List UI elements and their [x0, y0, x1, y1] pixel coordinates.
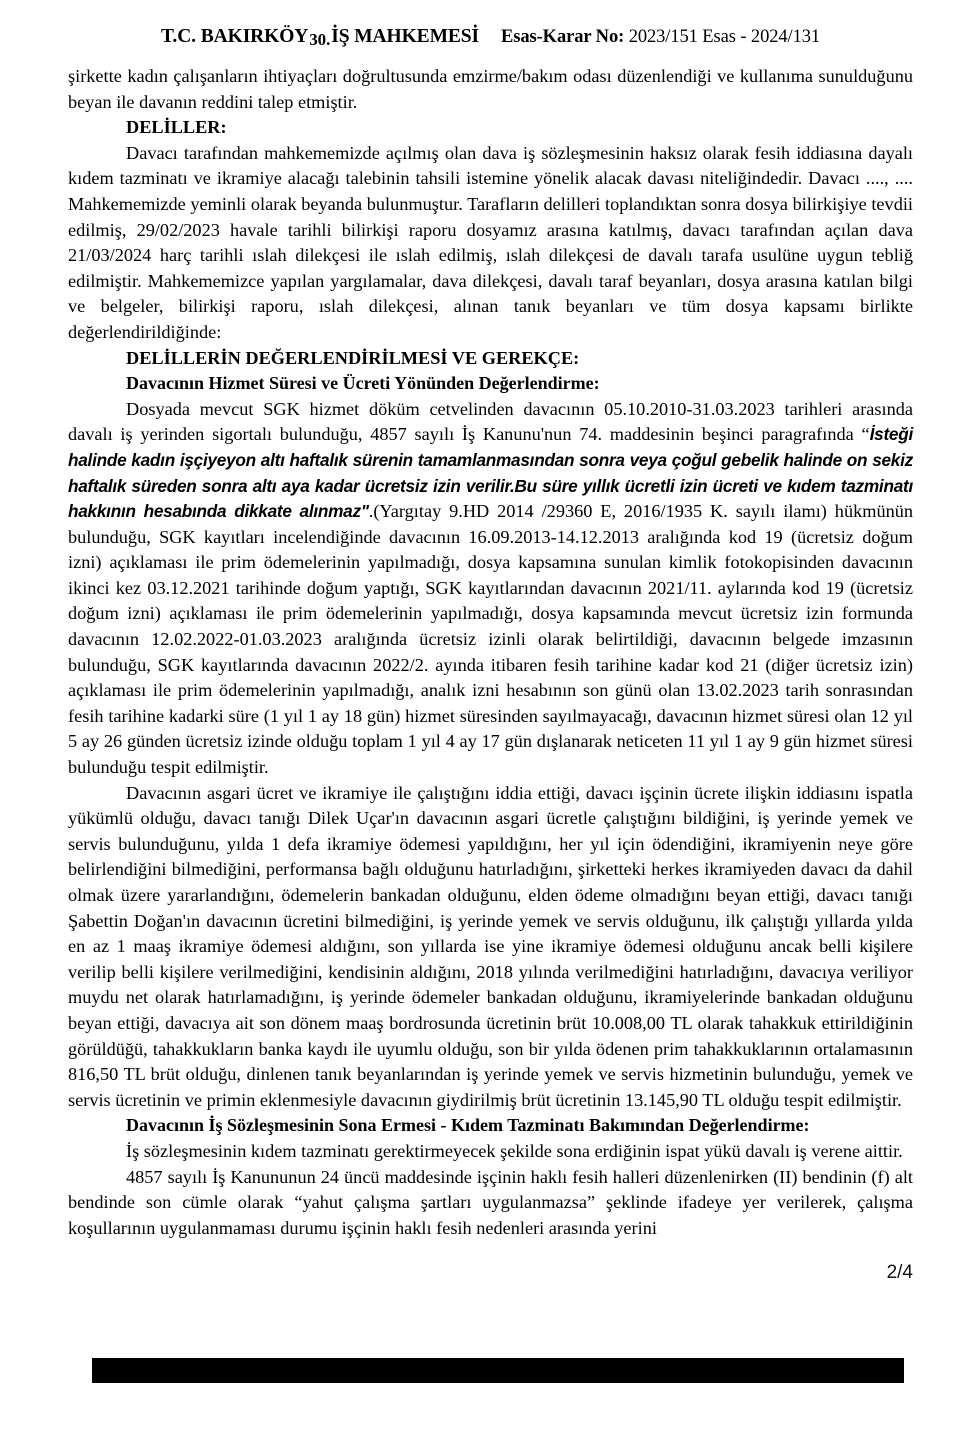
document-header [68, 26, 913, 48]
paragraph-ispat-yuku: İş sözleşmesinin kıdem tazminatı gerektirmeyecek şekilde sona erdiğinin ispat yükü davalı iş verene aittir. [126, 1140, 903, 1161]
paragraph-tanik-beyanlari: Davacının asgari ücret ve ikramiye ile çalıştığını iddia ettiği, davacı işçinin ücrete ilişkin iddiasını ispatla yükümlü olduğu, davacı tanığı Dilek Uçar'ın davacının asgari ücretle çalıştığını bildiğini, iş yerinde yemek ve servis bulunduğunu, yılda 1 defa ikramiye ödemesi yapıldığını, her yıl için ödendiğini, ikramiyenin neye göre belirlendiğini bilmediğini, performansa bağlı olduğunu hatırladığını, şirketteki herkes ikramiyeden davacı da dahil olmak üzere yararlandığını, ödemelerin bankadan olduğunu, elden ödeme olmadığını beyan ettiği, davacı tanığı Şabettin Doğan'ın davacının ücretini bilmediğini, iş yerinde yemek ve servis olduğunu, ilk çalıştığı yıllarda yılda en az 1 maaş ikramiye ödemesi aldığını, son yıllarda ise yine ikramiye ödemesi olduğunu ancak belli kişilere verilip belli kişilere verilmediğini, kendisinin aldığını, 2018 yılında verilmediğini hatırladığını, davacıya veriliyor muydu net olarak hatırlamadığını, iş yerinde ödemeler bankadan olduğunu, ikramiyelerinde bankadan olduğunu beyan ettiği, davacıya ait son dönem maaş bordrosunda ücretinin brüt 10.008,00 TL olarak tahakkuk ettirildiğinin görüldüğü, tahakkukların banka kaydı ile uyumlu olduğu, son bir yılda ödenen prim tahakkuklarının ortalamasının 816,50 TL brüt olduğu, dinlenen tanık beyanlarından iş yerinde yemek ve servis hizmetinin bulunduğu, yemek ve servis ücretinin ve primin eklenmesiyle davacının giydirilmiş brüt ücretinin 13.145,90 TL olduğu tespit edilmiştir. [68, 782, 913, 1110]
sgk-lead-text: Dosyada mevcut SGK hizmet döküm cetvelinden davacının 05.10.2010-31.03.2023 tarihleri arasında davalı iş yerinden sigortalı bulunduğu, 4857 sayılı İş Kanunu'nun 74. maddesinin beşinci paragrafında [68, 398, 913, 445]
page-number: 2/4 [886, 1262, 913, 1283]
court-type: İŞ MAHKEMESİ [331, 26, 480, 47]
heading-deliller: DELİLLER: [126, 117, 227, 138]
redaction-bar [92, 1358, 904, 1383]
paragraph-sgk-degerlendirme [68, 397, 913, 781]
heading-delillerin-degerlendirilmesi: DELİLLERİN DEĞERLENDİRİLMESİ VE GEREKÇE: [126, 347, 580, 368]
quoted-law-text: İsteği halinde kadın işçiyeyon altı haftalık sürenin tamamlanmasından sonra veya çoğul gebelik halinde on sekiz haftalık süreden sonra altı aya kadar ücretsiz izin verilir.Bu süre yıllık ücretli izin ücreti ve kıdem tazminatı hakkının hesabında dikkate alınmaz" [68, 424, 913, 522]
case-number [501, 27, 820, 47]
court-name: T.C. BAKIRKÖY [160, 26, 309, 47]
document-body [68, 64, 913, 1241]
court-number: 30. [309, 30, 331, 49]
sgk-rest-text: .(Yargıtay 9.HD 2014 /29360 E, 2016/1935 K. sayılı ilamı) hükmünün bulunduğu, SGK kayıtları incelendiğinde davacının 16.09.2013-14.12.2013 aralığında kod 19 (ücretsiz doğum izni) açıklaması ile prim ödemelerinin yapılmadığı, dosya kapsamına sunulan kimlik fotokopisinden davacının ikinci kez 03.12.2021 tarihinde doğum yaptığı, SGK kayıtlarından davacının 2021/11. aylarında kod 19 (ücretsiz doğum izni) açıklaması ile prim ödemelerinin yapılmadığı, dosya kapsamında mevcut ücretsiz izin formunda davacının 12.02.2022-01.03.2023 aralığında ücretsiz izinli olarak belirtildiği, davacının belgede imzasının bulunduğu, SGK kayıtlarında davacının 2022/2. ayında itibaren fesih tarihine kadar kod 21 (diğer ücretsiz izin) açıklaması ile prim ödemelerinin yapılmadığı, analık izni hesabının son günü olan 13.02.2023 tarih sonrasından fesih tarihine kadarki süre (1 yıl 1 ay 18 gün) hizmet süresinden sayılmayacağı, davacının hizmet süresi olan 12 yıl 5 ay 26 günden ücretsiz izinde olduğu toplam 1 yıl 4 ay 17 gün dışlanarak neticeten 11 yıl 1 ay 9 gün hizmet süresi bulunduğu tespit edilmiştir. [68, 501, 914, 778]
paragraph-4857-kanun: 4857 sayılı İş Kanununun 24 üncü maddesinde işçinin haklı fesih halleri düzenlenirken (II) bendinin (f) alt bendinde son cümle olarak “yahut çalışma şartları uygulanmazsa” şeklinde ifadeye yer verilerek, çalışma koşullarının uygulanmaması durumu işçinin haklı fesih nedenleri arasında yerini [68, 1166, 913, 1238]
heading-sona-ermesi: Davacının İş Sözleşmesinin Sona Ermesi - Kıdem Tazminatı Bakımından Değerlendirme: [126, 1115, 810, 1136]
quote-open-mark: “ [861, 424, 870, 445]
paragraph-deliller: Davacı tarafından mahkememizde açılmış olan dava iş sözleşmesinin haksız olarak fesih iddiasına dayalı kıdem tazminatı ve ikramiye alacağı talebinin tahsili istemine yönelik alacak davası niteliğindedir. Davacı ...., .... Mahkememizde yeminli olarak beyanda bulunmuştur. Tarafların delilleri toplandıktan sonra dosya bilirkişiye tevdii edilmiş, 29/02/2023 havale tarihli bilirkişi raporu dosyamız arasına katılmış, davacı tarafından açılan dava 21/03/2024 harç tarihli ıslah dilekçesi ile ıslah edilmiş, ıslah dilekçesi de davalı tarafa usulüne uygun tebliğ edilmiştir. Mahkememizce yapılan yargılamalar, dava dilekçesi, davalı taraf beyanları, dosya arasına katılan bilgi ve belgeler, bilirkişi raporu, ıslah dilekçesi, alınan tanık beyanları ve tüm dosya kapsamı birlikte değerlendirildiğinde: [68, 142, 913, 342]
case-number-label: Esas-Karar No: [501, 27, 625, 47]
heading-hizmet-suresi: Davacının Hizmet Süresi ve Ücreti Yönünden Değerlendirme: [126, 373, 600, 394]
case-number-value: 2023/151 Esas - 2024/131 [628, 27, 821, 47]
paragraph-continuation: şirkette kadın çalışanların ihtiyaçları doğrultusunda emzirme/bakım odası düzenlendiği ve kullanıma sunulduğunu beyan ile davanın reddini talep etmiştir. [68, 66, 913, 112]
